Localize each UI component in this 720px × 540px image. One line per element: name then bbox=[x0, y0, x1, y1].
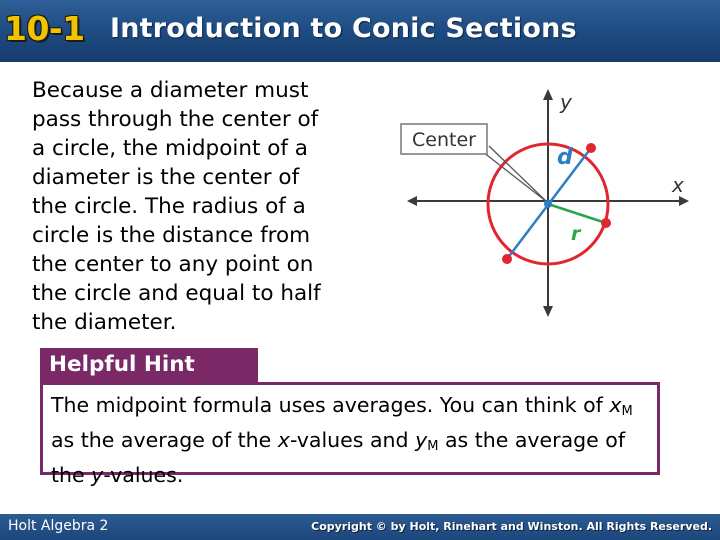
helpful-hint-text bbox=[51, 391, 657, 489]
radius-endpoint bbox=[601, 218, 611, 228]
y-axis-label: y bbox=[560, 90, 572, 114]
footer-book-title: Holt Algebra 2 bbox=[8, 518, 109, 534]
center-label: Center bbox=[412, 129, 476, 151]
helpful-hint-box bbox=[40, 382, 660, 487]
hint-y-sub: M bbox=[427, 439, 439, 454]
hint-x-sub: M bbox=[621, 404, 633, 419]
x-axis-label: x bbox=[672, 173, 684, 197]
hint-text-5: -values. bbox=[103, 463, 184, 487]
radius-label: r bbox=[571, 223, 581, 245]
body-paragraph: Because a diameter must pass through the center of a circle, the midpoint of a diameter is the center of the circle. The radius of a circle is the distance from the center to any point on the circle and equal to half the diameter. bbox=[32, 78, 321, 335]
center-point bbox=[544, 200, 552, 208]
circle-diagram bbox=[395, 82, 695, 322]
x-axis-arrow-left bbox=[407, 196, 417, 206]
slide-footer bbox=[0, 514, 720, 540]
center-pointer-1 bbox=[483, 152, 547, 202]
lesson-title: Introduction to Conic Sections bbox=[110, 13, 577, 44]
y-axis-arrow-down bbox=[543, 306, 553, 317]
hint-y-var: y bbox=[415, 428, 428, 452]
hint-text-3: -values and bbox=[289, 428, 416, 452]
hint-x-values: x bbox=[277, 428, 290, 452]
radius-line bbox=[548, 204, 606, 223]
hint-text-4: as the average of the bbox=[51, 428, 626, 487]
diameter-endpoint-bottom bbox=[502, 254, 512, 264]
y-axis-arrow-up bbox=[543, 89, 553, 100]
x-axis-arrow-right bbox=[679, 196, 689, 206]
footer-copyright: Copyright © by Holt, Rinehart and Winston. All Rights Reserved. bbox=[311, 520, 712, 533]
helpful-hint-tab bbox=[40, 348, 258, 384]
hint-x-var: x bbox=[609, 393, 622, 417]
hint-text-2: as the average of the bbox=[51, 428, 278, 452]
lesson-number: 10-1 bbox=[4, 9, 85, 48]
diameter-label: d bbox=[557, 145, 573, 170]
slide-header bbox=[0, 0, 720, 62]
diameter-endpoint-top bbox=[586, 143, 596, 153]
hint-text-1: The midpoint formula uses averages. You can think of bbox=[51, 393, 610, 417]
hint-y-values: y bbox=[91, 463, 104, 487]
helpful-hint-title: Helpful Hint bbox=[49, 352, 195, 377]
